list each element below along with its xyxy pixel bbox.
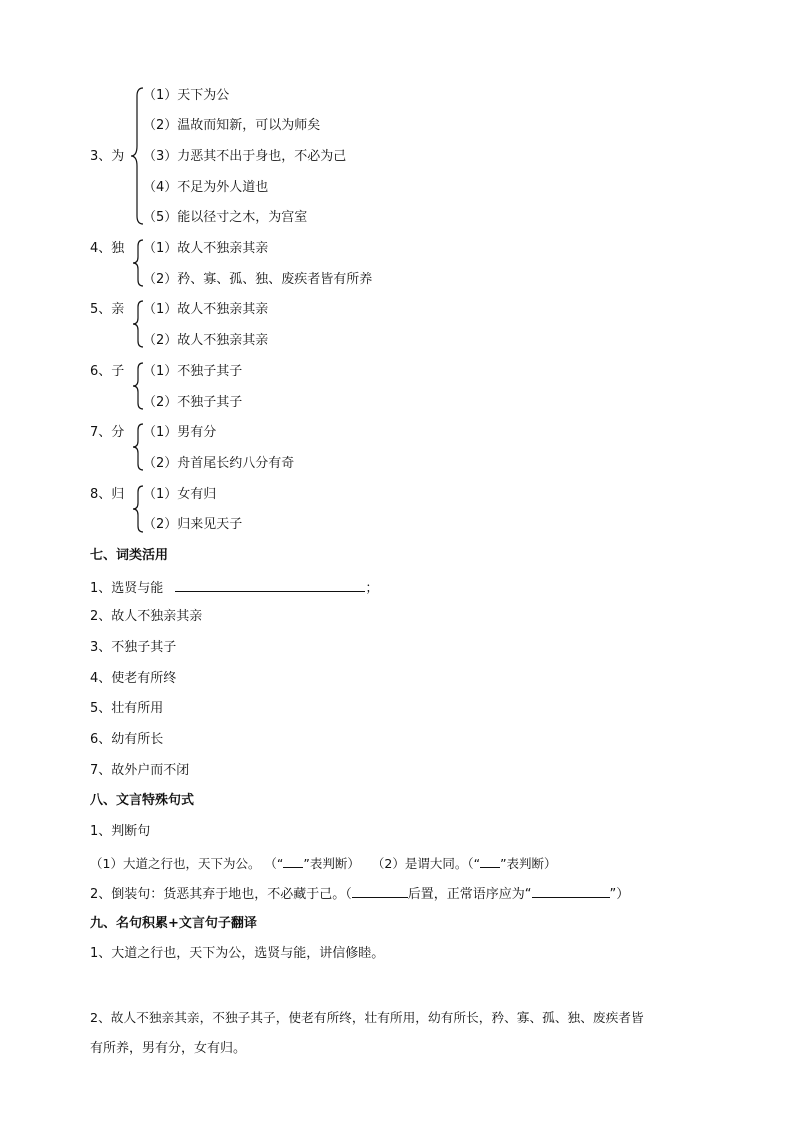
entry-item: （2）温故而知新，可以为师矣: [143, 118, 321, 133]
exercise-item: 7、故外户而不闭: [90, 763, 190, 778]
exercise-text: 1、选贤与能: [90, 581, 164, 596]
entry-item: （2）故人不独亲其亲: [143, 333, 269, 348]
section-heading: 八、文言特殊句式: [90, 793, 195, 808]
answer-blank[interactable]: [532, 885, 610, 898]
entry-label: 3、为: [90, 149, 125, 164]
entry-label: 6、子: [90, 364, 125, 379]
section-heading: 九、名句积累+文言句子翻译: [90, 916, 257, 931]
entry-label: 5、亲: [90, 302, 125, 317]
judge-line: （1）大道之行也，天下为公。 （“ ”表判断） （2）是谓大同。（“ ”表判断）: [90, 856, 557, 871]
sub-heading: 1、判断句: [90, 824, 151, 839]
entry-item: （1）男有分: [143, 425, 217, 440]
exercise-item: 5、壮有所用: [90, 701, 164, 716]
section-heading: 七、词类活用: [90, 548, 169, 563]
translation-item: 2、故人不独亲其亲，不独子其子，使老有所终，壮有所用，幼有所长，矜、寡、孤、独、废疾者皆: [90, 1010, 644, 1025]
exercise-item: 3、不独子其子: [90, 640, 177, 655]
answer-blank[interactable]: [283, 855, 303, 868]
punctuation: ；: [365, 581, 379, 596]
answer-blank[interactable]: [175, 579, 365, 592]
entry-item: （1）故人不独亲其亲: [143, 241, 269, 256]
entry-item: （2）矜、寡、孤、独、废疾者皆有所养: [143, 272, 373, 287]
entry-item: （1）天下为公: [143, 88, 230, 103]
entry-item: （4）不足为外人道也: [143, 180, 269, 195]
entry-item: （1）不独子其子: [143, 364, 243, 379]
exercise-item: 6、幼有所长: [90, 732, 164, 747]
entry-item: （5）能以径寸之木，为宫室: [143, 210, 308, 225]
entry-label: 7、分: [90, 425, 125, 440]
answer-blank[interactable]: [480, 855, 500, 868]
entry-item: （2）舟首尾长约八分有奇: [143, 456, 295, 471]
exercise-item: 2、故人不独亲其亲: [90, 609, 203, 624]
translation-item: 有所养，男有分，女有归。: [90, 1041, 247, 1056]
entry-item: （1）故人不独亲其亲: [143, 302, 269, 317]
exercise-item: [90, 579, 378, 597]
entry-item: （2）不独子其子: [143, 395, 243, 410]
answer-blank[interactable]: [352, 885, 408, 898]
entry-label: 8、归: [90, 487, 125, 502]
entry-item: （3）力恶其不出于身也，不必为己: [143, 149, 347, 164]
entry-item: （2）归来见天子: [143, 517, 243, 532]
entry-label: 4、独: [90, 241, 125, 256]
entry-item: （1）女有归: [143, 487, 217, 502]
exercise-item: 4、使老有所终: [90, 671, 177, 686]
inversion-line: 2、倒装句：货恶其弃于地也，不必藏于己。（ 后置，正常语序应为“ ”）: [90, 887, 630, 902]
translation-item: 1、大道之行也，天下为公，选贤与能，讲信修睦。: [90, 946, 385, 961]
